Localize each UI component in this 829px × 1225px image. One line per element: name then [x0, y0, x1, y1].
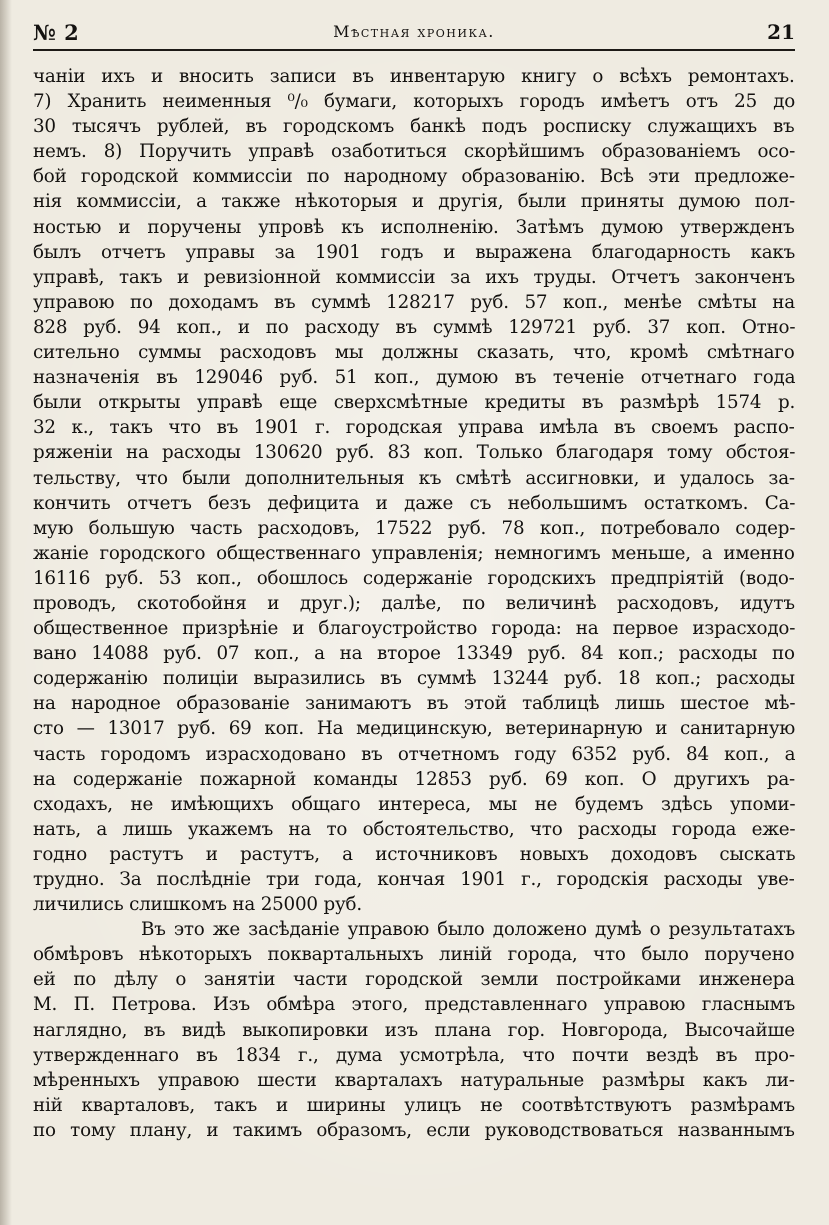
text-line: ній кварталовъ, такъ и ширины улицъ не соотвѣтствуютъ размѣрамъ	[33, 1094, 795, 1116]
page-number: 21	[767, 20, 795, 44]
issue-number: № 2	[33, 20, 80, 45]
page-binding-shadow	[0, 0, 12, 1225]
text-line: сто — 13017 руб. 69 коп. На медицинскую, ветеринарную и санитарную	[33, 718, 796, 740]
header-rule	[33, 49, 795, 51]
text-line: общественное призрѣніе и благоустройство города: на первое израсходо-	[33, 618, 796, 640]
text-line: нія коммиссіи, а также нѣкоторыя и другія, были приняты думою пол-	[33, 191, 795, 213]
text-line: жаніе городского общественнаго управленія; немногимъ меньше, а именно	[33, 542, 795, 564]
text-line: сительно суммы расходовъ мы должны сказать, что, кромѣ смѣтнаго	[33, 342, 795, 364]
text-line: 32 к., такъ что въ 1901 г. городская управа имѣла въ своемъ распо-	[33, 417, 795, 439]
text-line: 7) Хранить неименныя ⁰/₀ бумаги, которыхъ городъ имѣетъ отъ 25 до	[33, 91, 796, 113]
text-line: 16116 руб. 53 коп., обошлось содержаніе городскихъ предпріятій (водо-	[33, 567, 795, 589]
article-body	[33, 64, 795, 1143]
text-line: на народное образованіе занимаютъ въ этой таблицѣ лишь шестое мѣ-	[33, 693, 796, 715]
text-line: Въ это же засѣданіе управою было доложено думѣ о результатахъ	[141, 919, 796, 941]
text-line: личились слишкомъ на 25000 руб.	[33, 894, 362, 916]
text-line: проводъ, скотобойня и друг.); далѣе, по величинѣ расходовъ, идутъ	[33, 592, 795, 614]
text-line: ряженіи на расходы 130620 руб. 83 коп. Только благодаря тому обстоя-	[33, 442, 796, 464]
text-line: трудно. За послѣдніе три года, кончая 1901 г., городскія расходы уве-	[33, 869, 795, 890]
text-line: утвержденнаго въ 1834 г., дума усмотрѣла, что почти вездѣ въ про-	[33, 1044, 795, 1066]
text-line: нать, а лишь укажемъ на то обстоятельство, что расходы города еже-	[33, 818, 796, 840]
text-line: по тому плану, и такимъ образомъ, если руководствоваться названнымъ	[33, 1119, 795, 1141]
text-line: на содержаніе пожарной команды 12853 руб. 69 коп. О другихъ ра-	[33, 768, 796, 790]
section-title: Мѣстная хроника.	[333, 22, 495, 41]
text-line: обмѣровъ нѣкоторыхъ поквартальныхъ линій города, что было поручено	[33, 944, 795, 966]
text-line: сходахъ, не имѣющихъ общаго интереса, мы не будемъ здѣсь упоми-	[33, 793, 796, 815]
text-line: М. П. Петрова. Изъ обмѣра этого, представленнаго управою гласнымъ	[33, 994, 796, 1016]
text-line: назначенія въ 129046 руб. 51 коп., думою въ теченіе отчетнаго года	[33, 367, 796, 389]
text-line: годно растутъ и растутъ, а источниковъ новыхъ доходовъ сыскать	[33, 843, 796, 865]
text-line: мѣренныхъ управою шести кварталахъ натуральные размѣры какъ ли-	[33, 1069, 795, 1091]
text-line: 30 тысячъ рублей, въ городскомъ банкѣ подъ росписку служащихъ въ	[33, 116, 795, 138]
text-line: немъ. 8) Поручить управѣ озаботиться скорѣйшимъ образованіемъ осо-	[33, 141, 796, 163]
text-line: ностью и поручены упровѣ къ исполненію. Затѣмъ думою утвержденъ	[33, 216, 795, 238]
text-line: управою по доходамъ въ суммѣ 128217 руб. 57 коп., менѣе смѣты на	[33, 291, 795, 313]
text-line: бой городской коммиссіи по народному образованію. Всѣ эти предложе-	[33, 166, 795, 188]
text-line: тельству, что были дополнительныя къ смѣтѣ ассигновки, и удалось за-	[33, 467, 795, 489]
text-line: управѣ, такъ и ревизіонной коммиссіи за ихъ труды. Отчетъ законченъ	[33, 266, 795, 288]
text-line: часть городомъ израсходовано въ отчетномъ году 6352 руб. 84 коп., а	[33, 743, 796, 765]
paragraph	[33, 917, 795, 1143]
running-header	[33, 20, 795, 50]
text-line: 828 руб. 94 коп., и по расходу въ суммѣ 129721 руб. 37 коп. Отно-	[33, 316, 796, 338]
text-line: былъ отчетъ управы за 1901 годъ и выражена благодарность какъ	[33, 241, 796, 263]
text-line: ей по дѣлу о занятіи части городской земли постройками инженера	[33, 969, 795, 991]
text-line: наглядно, въ видѣ выкопировки изъ плана гор. Новгорода, Высочайше	[33, 1019, 795, 1041]
paragraph	[33, 64, 795, 917]
text-line: содержанію полиціи выразились въ суммѣ 13244 руб. 18 коп.; расходы	[33, 668, 795, 690]
text-line: были открыты управѣ еще сверхсмѣтные кредиты въ размѣрѣ 1574 р.	[33, 392, 796, 414]
text-line: чаніи ихъ и вносить записи въ инвентарую книгу о всѣхъ ремонтахъ.	[33, 66, 795, 87]
text-line: вано 14088 руб. 07 коп., а на второе 13349 руб. 84 коп.; расходы по	[33, 643, 795, 665]
text-line: кончить отчетъ безъ дефицита и даже съ небольшимъ остаткомъ. Са-	[33, 492, 796, 514]
text-line: мую большую часть расходовъ, 17522 руб. 78 коп., потребовало содер-	[33, 517, 796, 539]
